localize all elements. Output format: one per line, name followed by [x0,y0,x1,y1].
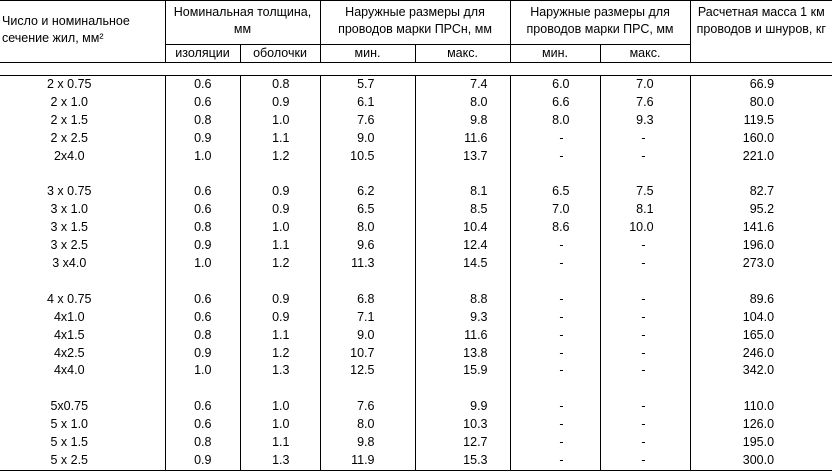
table-row [0,416,832,434]
cell-insulation: 0.6 [165,183,240,201]
cell-prsn-min: 9.6 [320,237,415,255]
table-row [0,112,832,130]
cell-prsn-min: 7.6 [320,398,415,416]
cell-prs-min: - [510,345,600,363]
cell-prsn-max: 8.1 [415,183,510,201]
cell-prs-min: - [510,327,600,345]
cell-sheath: 0.9 [240,94,320,112]
spacer-cell [510,380,600,398]
cell-prsn-max: 9.3 [415,309,510,327]
cell-insulation: 1.0 [165,362,240,380]
cell-prsn-min: 6.8 [320,291,415,309]
cell-insulation: 0.8 [165,434,240,452]
cell-cores: 4x1.0 [0,309,165,327]
cell-sheath: 1.3 [240,362,320,380]
spacer-cell [320,166,415,184]
header-insulation: изоляции [165,45,240,63]
cell-prsn-min: 8.0 [320,219,415,237]
cell-insulation: 0.9 [165,452,240,470]
group-spacer [0,380,832,398]
cell-prs-min: 7.0 [510,201,600,219]
cell-sheath: 1.1 [240,434,320,452]
cell-prsn-min: 7.6 [320,112,415,130]
cell-prsn-min: 10.5 [320,148,415,166]
header-prsn-max: макс. [415,45,510,63]
cell-prs-max: - [600,345,690,363]
spacer-cell [510,166,600,184]
cell-prs-min: 8.0 [510,112,600,130]
cell-insulation: 0.8 [165,112,240,130]
cell-cores: 3 x 0.75 [0,183,165,201]
spacer-cell [240,273,320,291]
cell-prsn-min: 9.0 [320,130,415,148]
cell-prsn-min: 9.0 [320,327,415,345]
table-body [0,63,832,471]
cell-prs-min: - [510,416,600,434]
spacer-cell [320,380,415,398]
spacer-cell [510,273,600,291]
cell-mass: 196.0 [690,237,832,255]
cell-mass: 273.0 [690,255,832,273]
cell-mass: 141.6 [690,219,832,237]
cell-insulation: 0.6 [165,291,240,309]
cell-prsn-min: 12.5 [320,362,415,380]
cell-prsn-max: 7.4 [415,76,510,94]
table-row [0,76,832,94]
cell-prs-max: - [600,255,690,273]
cell-sheath: 1.0 [240,398,320,416]
cell-cores: 4x4.0 [0,362,165,380]
cell-insulation: 0.6 [165,201,240,219]
cell-insulation: 0.6 [165,76,240,94]
cell-prsn-max: 15.9 [415,362,510,380]
cell-mass: 104.0 [690,309,832,327]
cell-sheath: 1.1 [240,130,320,148]
cell-prsn-max: 9.8 [415,112,510,130]
cell-prsn-min: 6.1 [320,94,415,112]
cell-sheath: 1.1 [240,327,320,345]
cell-sheath: 0.9 [240,201,320,219]
cell-prs-max: 7.0 [600,76,690,94]
spacer-cell [165,273,240,291]
cell-sheath: 1.2 [240,255,320,273]
cell-prsn-min: 8.0 [320,416,415,434]
spacer-cell [0,380,165,398]
spacer-cell [320,273,415,291]
cell-cores: 4x2.5 [0,345,165,363]
cell-sheath: 1.2 [240,345,320,363]
spacer-cell [0,166,165,184]
cell-insulation: 0.6 [165,94,240,112]
cell-mass: 110.0 [690,398,832,416]
cell-sheath: 1.0 [240,416,320,434]
cell-prsn-max: 10.3 [415,416,510,434]
cell-prs-min: - [510,434,600,452]
cell-prsn-max: 8.8 [415,291,510,309]
table-row [0,362,832,380]
cell-mass: 95.2 [690,201,832,219]
cell-insulation: 1.0 [165,255,240,273]
cell-prs-max: - [600,291,690,309]
spacer-cell [600,380,690,398]
spacer-cell [600,166,690,184]
header-sheath: оболочки [240,45,320,63]
table-row [0,327,832,345]
header-cores-section: Число и номинальное сечение жил, мм² [0,1,165,63]
spacer-cell [240,166,320,184]
cell-sheath: 0.9 [240,309,320,327]
cell-prsn-min: 7.1 [320,309,415,327]
cell-mass: 80.0 [690,94,832,112]
cell-sheath: 1.2 [240,148,320,166]
cell-sheath: 1.1 [240,237,320,255]
cell-mass: 160.0 [690,130,832,148]
cell-prs-max: - [600,398,690,416]
cell-mass: 119.5 [690,112,832,130]
cell-prs-max: 7.5 [600,183,690,201]
cell-sheath: 1.3 [240,452,320,470]
table-row [0,219,832,237]
cell-cores: 3 x4.0 [0,255,165,273]
cell-prsn-max: 15.3 [415,452,510,470]
cell-prsn-max: 12.4 [415,237,510,255]
cell-sheath: 0.8 [240,76,320,94]
table-row [0,201,832,219]
cell-prs-min: 6.5 [510,183,600,201]
cell-cores: 2 x 0.75 [0,76,165,94]
cell-prsn-max: 14.5 [415,255,510,273]
cell-prsn-max: 8.0 [415,94,510,112]
cell-prs-min: - [510,309,600,327]
header-prs-max: макс. [600,45,690,63]
cell-cores: 3 x 2.5 [0,237,165,255]
header-mass: Расчетная масса 1 км проводов и шнуров, кг [690,1,832,63]
cell-prs-max: - [600,452,690,470]
cell-prs-max: - [600,362,690,380]
cell-prsn-max: 13.8 [415,345,510,363]
cell-prs-max: - [600,237,690,255]
cell-mass: 246.0 [690,345,832,363]
cell-prs-max: - [600,148,690,166]
cell-prs-min: - [510,362,600,380]
spacer-cell [690,380,832,398]
spacer-cell [415,380,510,398]
cell-mass: 89.6 [690,291,832,309]
cell-mass: 195.0 [690,434,832,452]
table-row [0,398,832,416]
cell-insulation: 1.0 [165,148,240,166]
cell-prsn-min: 9.8 [320,434,415,452]
cell-prs-min: - [510,398,600,416]
cell-mass: 126.0 [690,416,832,434]
cell-prs-max: - [600,434,690,452]
cell-prsn-min: 6.5 [320,201,415,219]
cell-prs-max: - [600,327,690,345]
cell-cores: 5 x 1.0 [0,416,165,434]
cell-sheath: 0.9 [240,291,320,309]
cell-prs-min: 6.6 [510,94,600,112]
cell-cores: 5x0.75 [0,398,165,416]
table-row [0,345,832,363]
cell-cores: 5 x 1.5 [0,434,165,452]
cell-mass: 165.0 [690,327,832,345]
cell-prs-max: - [600,416,690,434]
cell-insulation: 0.6 [165,398,240,416]
cell-prsn-max: 8.5 [415,201,510,219]
cell-cores: 4 x 0.75 [0,291,165,309]
cell-prs-max: 8.1 [600,201,690,219]
table-row [0,309,832,327]
cell-cores: 2 x 2.5 [0,130,165,148]
table-row [0,291,832,309]
cell-prsn-max: 11.6 [415,130,510,148]
spacer-cell [415,166,510,184]
table-row [0,130,832,148]
cell-cores: 2x4.0 [0,148,165,166]
table-row [0,148,832,166]
cell-prs-min: - [510,148,600,166]
cell-prs-min: 6.0 [510,76,600,94]
table-row [0,94,832,112]
group-spacer [0,273,832,291]
cell-cores: 4x1.5 [0,327,165,345]
cell-prsn-min: 11.3 [320,255,415,273]
spacer-cell [690,273,832,291]
table-row [0,434,832,452]
group-spacer [0,166,832,184]
header-dimensions-prs: Наружные размеры для проводов марки ПРС, мм [510,1,690,45]
cell-prsn-min: 6.2 [320,183,415,201]
cell-insulation: 0.6 [165,309,240,327]
cell-prsn-min: 10.7 [320,345,415,363]
cell-prsn-max: 13.7 [415,148,510,166]
header-dimensions-prsn: Наружные размеры для проводов марки ПРСн, мм [320,1,510,45]
cell-prsn-max: 9.9 [415,398,510,416]
cell-cores: 5 x 2.5 [0,452,165,470]
cell-cores: 3 x 1.0 [0,201,165,219]
header-prs-min: мин. [510,45,600,63]
cell-prs-min: - [510,237,600,255]
cell-insulation: 0.9 [165,237,240,255]
cell-prs-min: - [510,452,600,470]
table-row [0,183,832,201]
spacer-cell [415,273,510,291]
cell-mass: 66.9 [690,76,832,94]
cell-prs-min: - [510,130,600,148]
cell-insulation: 0.8 [165,219,240,237]
cell-sheath: 0.9 [240,183,320,201]
cell-prs-max: 7.6 [600,94,690,112]
cell-prs-max: - [600,130,690,148]
cell-prs-min: 8.6 [510,219,600,237]
cell-prsn-min: 5.7 [320,76,415,94]
table-row [0,452,832,470]
cell-cores: 3 x 1.5 [0,219,165,237]
cell-insulation: 0.9 [165,345,240,363]
table-row [0,255,832,273]
cell-prs-max: - [600,309,690,327]
cell-mass: 221.0 [690,148,832,166]
cell-mass: 342.0 [690,362,832,380]
cell-prs-min: - [510,291,600,309]
table-row [0,237,832,255]
cell-prs-min: - [510,255,600,273]
cell-mass: 300.0 [690,452,832,470]
cell-prsn-max: 11.6 [415,327,510,345]
cell-mass: 82.7 [690,183,832,201]
cell-prs-max: 9.3 [600,112,690,130]
cell-insulation: 0.9 [165,130,240,148]
spacer-cell [690,166,832,184]
cell-sheath: 1.0 [240,219,320,237]
header-prsn-min: мин. [320,45,415,63]
cell-cores: 2 x 1.5 [0,112,165,130]
cell-insulation: 0.6 [165,416,240,434]
cell-insulation: 0.8 [165,327,240,345]
spacer-cell [240,380,320,398]
cell-prs-max: 10.0 [600,219,690,237]
cell-prsn-min: 11.9 [320,452,415,470]
cell-prsn-max: 10.4 [415,219,510,237]
header-nominal-thickness: Номинальная толщина, мм [165,1,320,45]
cell-sheath: 1.0 [240,112,320,130]
spacer-cell [165,380,240,398]
spacer-cell [600,273,690,291]
cell-prsn-max: 12.7 [415,434,510,452]
spacer-cell [165,166,240,184]
cell-cores: 2 x 1.0 [0,94,165,112]
spacer-cell [0,273,165,291]
